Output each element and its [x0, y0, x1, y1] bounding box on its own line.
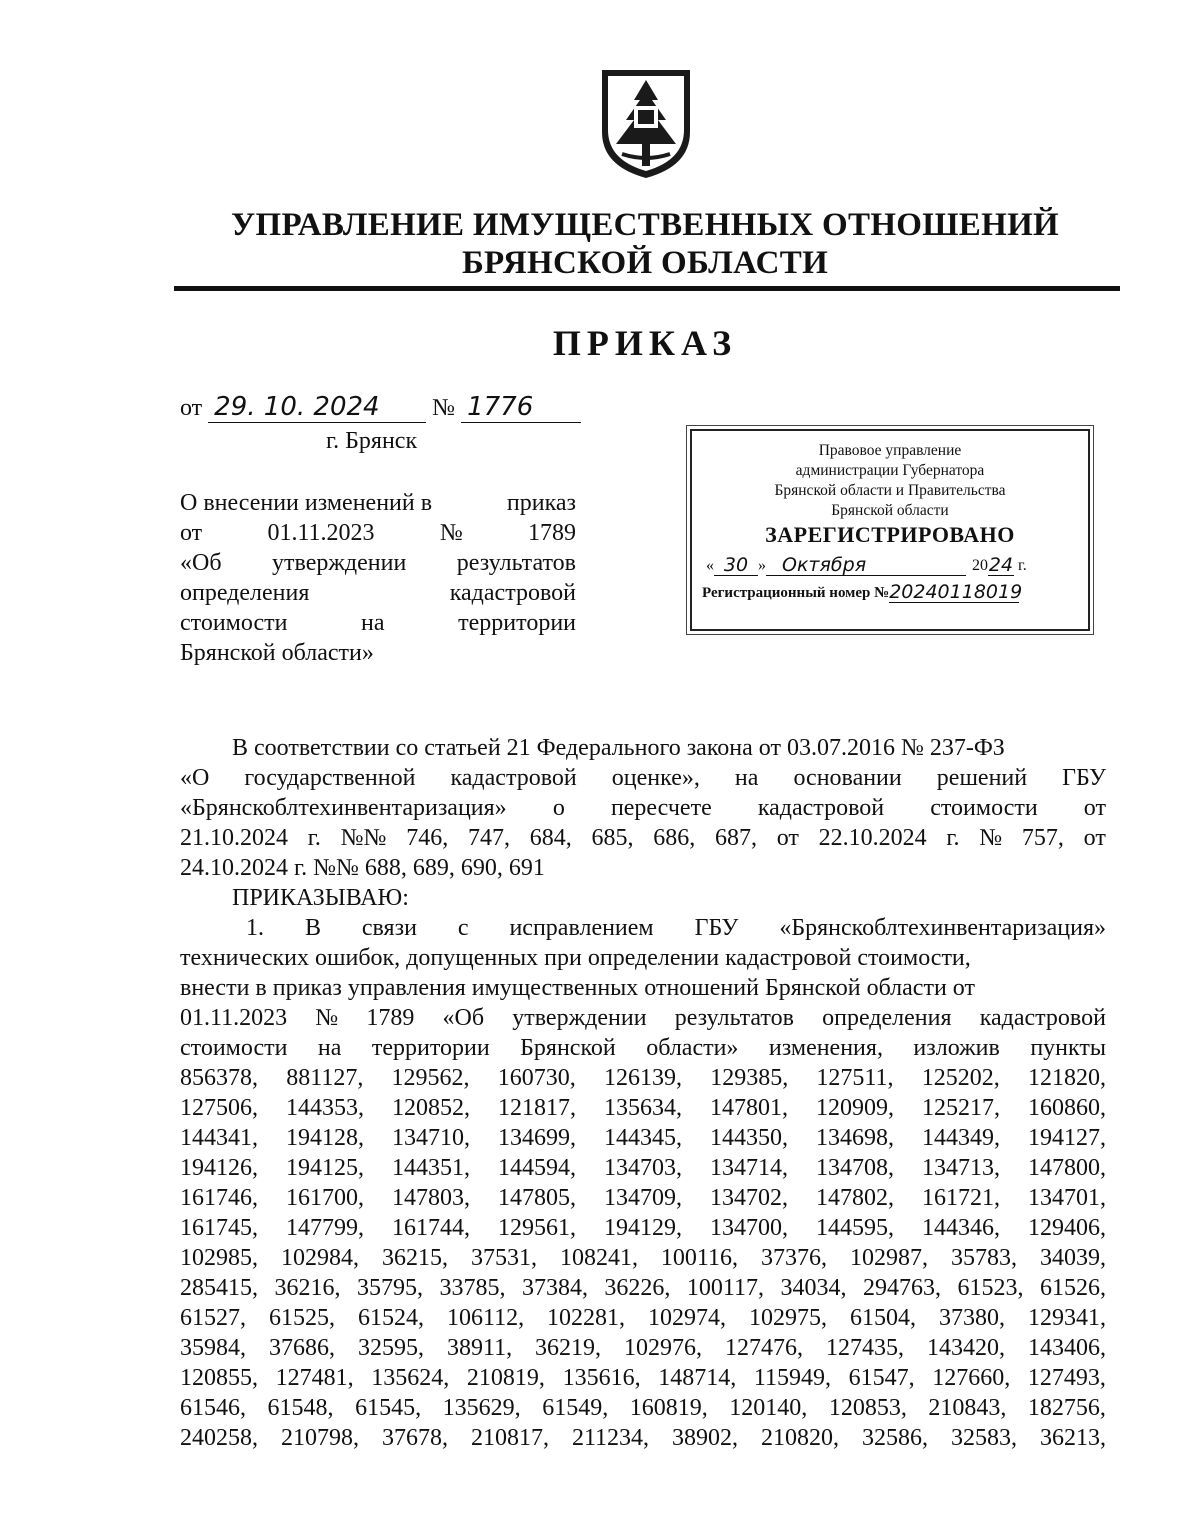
item1-line-word: 34039,	[1039, 1245, 1106, 1271]
preamble-line-word: 746,	[406, 825, 449, 851]
item1-line-word: 160730,	[497, 1065, 576, 1091]
item1-line-word: 194129,	[604, 1215, 682, 1241]
order-item-1	[180, 913, 1106, 1453]
preamble-line	[180, 733, 1106, 763]
item1-line-word: 210843,	[928, 1395, 1007, 1421]
subject-word: стоимости	[180, 610, 288, 636]
item1-line-word: 194128,	[286, 1125, 364, 1151]
item1-line-word: 102281,	[547, 1305, 626, 1331]
item1-line-word: 120140,	[729, 1395, 808, 1421]
subject-word: приказ	[506, 490, 576, 516]
item1-line	[180, 1183, 1106, 1213]
registration-stamp	[690, 429, 1090, 631]
preamble-line-word: стоимости	[930, 795, 1038, 821]
preamble-line-word: от	[776, 825, 799, 851]
item1-line-word: на	[317, 1035, 342, 1061]
item1-line-word: 01.11.2023	[180, 1005, 288, 1031]
item1-line-word: 61504,	[850, 1305, 916, 1331]
item1-line-word: 211234,	[571, 1425, 650, 1451]
item1-line-word: 294763,	[862, 1275, 941, 1301]
item1-line-word: 120853,	[828, 1395, 907, 1421]
preamble-line-word: от	[1083, 825, 1106, 851]
item1-line-word: 143420,	[926, 1335, 1005, 1361]
item1-line-word: 210819,	[466, 1365, 545, 1391]
item1-line-word: 61548,	[267, 1395, 334, 1421]
order-date: 29. 10. 2024	[208, 392, 426, 423]
preamble-line	[180, 763, 1106, 793]
preamble-line	[180, 793, 1106, 823]
item1-line-word: 61524,	[357, 1305, 424, 1331]
coat-of-arms-icon	[596, 66, 696, 182]
item1-line-word: с	[457, 915, 469, 941]
item1-line	[180, 1003, 1106, 1033]
item1-line	[180, 1033, 1106, 1063]
preamble-line-word: на	[734, 765, 759, 791]
item1-line-word: 61523,	[957, 1275, 1024, 1301]
item1-line-word: 134709,	[604, 1185, 682, 1211]
item1-line-word: 120909,	[816, 1095, 894, 1121]
item1-line-word: 129385,	[710, 1065, 789, 1091]
item1-line-word: 1789	[366, 1005, 415, 1031]
item1-line-word: 160819,	[629, 1395, 708, 1421]
item1-line-word: 32583,	[950, 1425, 1017, 1451]
item1-line-word: 61547,	[848, 1365, 915, 1391]
item1-line-word: 147799,	[286, 1215, 364, 1241]
item1-line-word: 36213,	[1039, 1425, 1106, 1451]
item1-line-word: 134699,	[498, 1125, 576, 1151]
item1-line-word: 33785,	[439, 1275, 506, 1301]
subject-line	[180, 488, 576, 518]
item1-line	[180, 913, 1106, 943]
stamp-org-line: Брянской области	[831, 502, 949, 519]
item1-line-word: 144595,	[816, 1215, 894, 1241]
preamble-line-word: решений	[936, 765, 1028, 791]
preamble-line-word: В соответствии со статьей 21 Федерального закона от 03.07.2016 № 237-ФЗ	[232, 735, 1005, 761]
item1-line-word: 147805,	[498, 1185, 576, 1211]
preamble-line-word: «О	[180, 765, 210, 791]
item1-line-word: 36215,	[381, 1245, 448, 1271]
preamble-line-word: 21.10.2024	[180, 825, 288, 851]
item1-line-word: 161745,	[180, 1215, 258, 1241]
item1-line-word: 144353,	[286, 1095, 364, 1121]
subject-line	[180, 518, 576, 548]
item1-line-word: изложив	[913, 1035, 1000, 1061]
preamble-line-word: кадастровой	[757, 795, 885, 821]
item1-line-word: 144351,	[392, 1155, 470, 1181]
stamp-reg-row	[692, 582, 1088, 603]
item1-line-word: 61549,	[542, 1395, 609, 1421]
item1-line-word: 194125,	[286, 1155, 364, 1181]
item1-line-word: 38911,	[446, 1335, 513, 1361]
item1-line-word: 126139,	[603, 1065, 682, 1091]
item1-line-word: 127476,	[725, 1335, 804, 1361]
item1-line-word: ГБУ	[694, 915, 739, 941]
item1-line-word: внести в приказ управления имущественных отношений Брянской области от	[180, 975, 975, 1001]
item1-line-word: связи	[361, 915, 417, 941]
item1-line-word: 182756,	[1027, 1395, 1106, 1421]
stamp-org-line: Брянской области и Правительства	[774, 482, 1006, 499]
item1-line-word: 160860,	[1028, 1095, 1106, 1121]
stamp-reg-number: 20240118019	[889, 581, 1023, 603]
item1-line-word: 34034,	[780, 1275, 847, 1301]
item1-line-word: 61545,	[355, 1395, 422, 1421]
item1-line-word: 38902,	[672, 1425, 739, 1451]
subject-line	[180, 638, 576, 668]
from-label: от	[180, 395, 203, 421]
subject-word: определения	[180, 580, 310, 606]
preamble-line-word: г.	[307, 825, 321, 851]
item1-line	[180, 943, 1106, 973]
item1-line-word: 102987,	[850, 1245, 928, 1271]
item1-line-word: 61525,	[268, 1305, 335, 1331]
preamble-line-word: оценке»,	[611, 765, 700, 791]
item1-line-word: 61527,	[180, 1305, 246, 1331]
stamp-year-suffix: 24	[988, 554, 1014, 576]
item1-line-word: 134703,	[604, 1155, 682, 1181]
stamp-registered: ЗАРЕГИСТРИРОВАНО	[765, 522, 1015, 547]
item1-line-word: 210817,	[470, 1425, 549, 1451]
item1-line-word: 147801,	[710, 1095, 788, 1121]
item1-line-word: 161744,	[392, 1215, 470, 1241]
subject-word: №	[439, 520, 463, 546]
stamp-year-unit: г.	[1018, 557, 1027, 574]
item1-line-word: 127481,	[275, 1365, 354, 1391]
item1-line-word: 37686,	[268, 1335, 335, 1361]
item1-line-word: 144350,	[710, 1125, 788, 1151]
item1-line-word: 102975,	[749, 1305, 828, 1331]
item1-line	[180, 973, 1106, 1003]
preamble-line-word: №№	[340, 825, 387, 851]
item1-line-word: 134700,	[710, 1215, 788, 1241]
item1-line-word: В	[304, 915, 321, 941]
subject-line	[180, 608, 576, 638]
item1-line-word: стоимости	[180, 1035, 288, 1061]
organization-title-line1: УПРАВЛЕНИЕ ИМУЩЕСТВЕННЫХ ОТНОШЕНИЙ	[230, 207, 1060, 243]
stamp-reg-label: Регистрационный номер №	[702, 585, 890, 601]
item1-line-word: 147802,	[816, 1185, 894, 1211]
item1-line-word: утверждении	[512, 1005, 647, 1031]
item1-line-word: 129562,	[391, 1065, 470, 1091]
order-subject	[180, 488, 576, 668]
item1-line	[180, 1243, 1106, 1273]
subject-word: территории	[458, 610, 576, 636]
item1-line-word: 134701,	[1028, 1185, 1106, 1211]
item1-line-word: 881127,	[286, 1065, 364, 1091]
item1-line-word: 134698,	[816, 1125, 894, 1151]
preamble-line-word: 687,	[714, 825, 757, 851]
preamble-line-word: №	[979, 825, 1003, 851]
item1-line-word: 134710,	[392, 1125, 470, 1151]
stamp-day: 30	[714, 555, 758, 576]
item1-line-word: 102976,	[624, 1335, 703, 1361]
item1-line-word: исправлением	[509, 915, 654, 941]
item1-line	[180, 1213, 1106, 1243]
item1-line	[180, 1393, 1106, 1423]
item1-line-word: 240258,	[180, 1425, 258, 1451]
item1-line-word: кадастровой	[979, 1005, 1106, 1031]
item1-line-word: 144594,	[498, 1155, 576, 1181]
subject-word: кадастровой	[449, 580, 576, 606]
item1-line-word: изменения,	[768, 1035, 883, 1061]
order-number: 1776	[461, 392, 581, 423]
item1-line-word: 134708,	[816, 1155, 894, 1181]
item1-line-word: 102974,	[648, 1305, 727, 1331]
header-divider	[174, 286, 1120, 291]
item1-line-word: 125202,	[921, 1065, 1000, 1091]
item1-line-word: 121817,	[498, 1095, 576, 1121]
item1-line-word: 161721,	[922, 1185, 1000, 1211]
item1-line-word: 36219,	[535, 1335, 602, 1361]
preamble-line-word: 757,	[1021, 825, 1064, 851]
item1-line-word: 134714,	[710, 1155, 788, 1181]
item1-line-word: 285415,	[180, 1275, 258, 1301]
item1-line-word: 210798,	[280, 1425, 359, 1451]
item1-line-word: 210820,	[761, 1425, 840, 1451]
preamble-line-word: пересчете	[610, 795, 712, 821]
preamble-line-word: 686,	[653, 825, 696, 851]
item1-line-word: 102985,	[180, 1245, 258, 1271]
item1-line-word: 35795,	[356, 1275, 423, 1301]
item1-line-word: 161746,	[180, 1185, 258, 1211]
stamp-month: Октября	[766, 555, 966, 576]
item1-line-word: 129561,	[498, 1215, 576, 1241]
item1-line-word: 32595,	[357, 1335, 424, 1361]
item1-line-word: 1.	[246, 915, 264, 941]
subject-word: 1789	[527, 520, 576, 546]
item1-line	[180, 1273, 1106, 1303]
item1-line-word: результатов	[674, 1005, 794, 1031]
preamble-line-word: государственной	[244, 765, 416, 791]
item1-line-word: 134702,	[710, 1185, 788, 1211]
subject-word: 01.11.2023	[267, 520, 375, 546]
item1-line-word: «Об	[442, 1005, 485, 1031]
item1-line-word: 120855,	[180, 1365, 258, 1391]
item1-line-word: 135634,	[604, 1095, 682, 1121]
order-date-number	[180, 392, 581, 423]
item1-line-word: 147803,	[392, 1185, 470, 1211]
preamble-line-word: основании	[793, 765, 902, 791]
item1-line-word: 61546,	[180, 1395, 246, 1421]
organization-title	[150, 206, 1140, 282]
item1-line	[180, 1303, 1106, 1333]
item1-line-word: 108241,	[559, 1245, 638, 1271]
item1-line-word: 37380,	[938, 1305, 1005, 1331]
item1-line-word: 120852,	[392, 1095, 470, 1121]
item1-line-word: №	[315, 1005, 339, 1031]
item1-line-word: 856378,	[180, 1065, 258, 1091]
item1-line-word: 127493,	[1027, 1365, 1106, 1391]
item1-line-word: 100116,	[660, 1245, 739, 1271]
preamble-line-word: 684,	[529, 825, 572, 851]
item1-line-word: 135629,	[442, 1395, 521, 1421]
item1-line	[180, 1423, 1106, 1453]
item1-line-word: 194127,	[1028, 1125, 1106, 1151]
item1-line-word: 135624,	[371, 1365, 450, 1391]
item1-line-word: 37384,	[521, 1275, 588, 1301]
item1-line-word: технических ошибок, допущенных при определении кадастровой стоимости,	[180, 945, 971, 971]
number-label: №	[432, 395, 456, 421]
item1-line-word: 37531,	[470, 1245, 537, 1271]
item1-line	[180, 1153, 1106, 1183]
subject-word: О внесении изменений в	[180, 490, 433, 516]
item1-line-word: 37678,	[381, 1425, 448, 1451]
organization-title-line2: БРЯНСКОЙ ОБЛАСТИ	[461, 245, 829, 281]
preamble	[180, 733, 1106, 853]
stamp-year-prefix: 20	[972, 557, 988, 574]
subject-word: Брянской области»	[180, 640, 374, 666]
order-city: г. Брянск	[326, 428, 418, 454]
item1-line-word: 100117,	[686, 1275, 765, 1301]
item1-line-word: 35783,	[950, 1245, 1017, 1271]
preamble-line-word: о	[552, 795, 565, 821]
item1-line-word: 61526,	[1039, 1275, 1106, 1301]
item1-line-word: 161700,	[286, 1185, 364, 1211]
item1-line	[180, 1363, 1106, 1393]
item1-line-word: 144345,	[604, 1125, 682, 1151]
item1-line-word: 194126,	[180, 1155, 258, 1181]
item1-line-word: 127506,	[180, 1095, 258, 1121]
subject-word: от	[180, 520, 203, 546]
order-word: ПРИКАЗЫВАЮ:	[232, 885, 409, 911]
item1-line-word: Брянской	[520, 1035, 616, 1061]
preamble-line-word: «Брянскоблтехинвентаризация»	[180, 795, 507, 821]
item1-line-word: 143406,	[1027, 1335, 1106, 1361]
item1-line-word: 127435,	[826, 1335, 904, 1361]
subject-line	[180, 548, 576, 578]
item1-line-word: пункты	[1030, 1035, 1106, 1061]
preamble-line-word: ГБУ	[1062, 765, 1106, 791]
item1-line	[180, 1333, 1106, 1363]
item1-line-word: 35984,	[180, 1335, 246, 1361]
item1-line-word: 135616,	[562, 1365, 641, 1391]
item1-line-word: 115949,	[753, 1365, 831, 1391]
item1-line-word: 134713,	[922, 1155, 1000, 1181]
item1-line-word: 127511,	[816, 1065, 894, 1091]
item1-line-word: 102984,	[280, 1245, 359, 1271]
stamp-org-line: администрации Губернатора	[795, 462, 985, 479]
preamble-last-line: 24.10.2024 г. №№ 688, 689, 690, 691	[180, 855, 545, 881]
item1-line-word: 129406,	[1028, 1215, 1106, 1241]
preamble-line-word: кадастровой	[450, 765, 577, 791]
stamp-org-line: Правовое управление	[818, 442, 962, 459]
item1-line-word: 144341,	[180, 1125, 258, 1151]
item1-line	[180, 1093, 1106, 1123]
preamble-line-word: 685,	[591, 825, 634, 851]
item1-line	[180, 1123, 1106, 1153]
subject-word: на	[361, 610, 385, 636]
document-type: ПРИКАЗ	[552, 323, 738, 363]
item1-line-word: 144346,	[922, 1215, 1000, 1241]
subject-word: «Об	[180, 550, 222, 576]
preamble-line-word: 747,	[467, 825, 510, 851]
stamp-quote-open: «	[706, 557, 714, 574]
item1-line-word: 106112,	[446, 1305, 525, 1331]
item1-line-word: 32586,	[862, 1425, 928, 1451]
subject-line	[180, 578, 576, 608]
item1-line-word: 127660,	[932, 1365, 1011, 1391]
item1-line	[180, 1063, 1106, 1093]
item1-line-word: 148714,	[658, 1365, 737, 1391]
item1-line-word: 36216,	[274, 1275, 341, 1301]
item1-line-word: 129341,	[1027, 1305, 1106, 1331]
order-body	[180, 733, 1106, 1453]
subject-word: результатов	[456, 550, 576, 576]
item1-line-word: 147800,	[1028, 1155, 1106, 1181]
item1-line-word: определения	[822, 1005, 952, 1031]
subject-word: утверждении	[272, 550, 407, 576]
preamble-line-word: 22.10.2024	[818, 825, 927, 851]
item1-line-word: 36226,	[604, 1275, 671, 1301]
preamble-line	[180, 823, 1106, 853]
item1-line-word: 125217,	[922, 1095, 1000, 1121]
item1-line-word: 144349,	[922, 1125, 1000, 1151]
item1-line-word: территории	[371, 1035, 490, 1061]
stamp-quote-close: »	[758, 557, 766, 574]
stamp-organization	[692, 441, 1088, 521]
item1-line-word: «Брянскоблтехинвентаризация»	[779, 915, 1106, 941]
item1-line-word: 37376,	[761, 1245, 828, 1271]
item1-line-word: области»	[646, 1035, 739, 1061]
item1-line-word: 121820,	[1027, 1065, 1106, 1091]
stamp-date-row	[692, 555, 1088, 576]
preamble-line-word: г.	[946, 825, 960, 851]
preamble-line-word: от	[1083, 795, 1106, 821]
